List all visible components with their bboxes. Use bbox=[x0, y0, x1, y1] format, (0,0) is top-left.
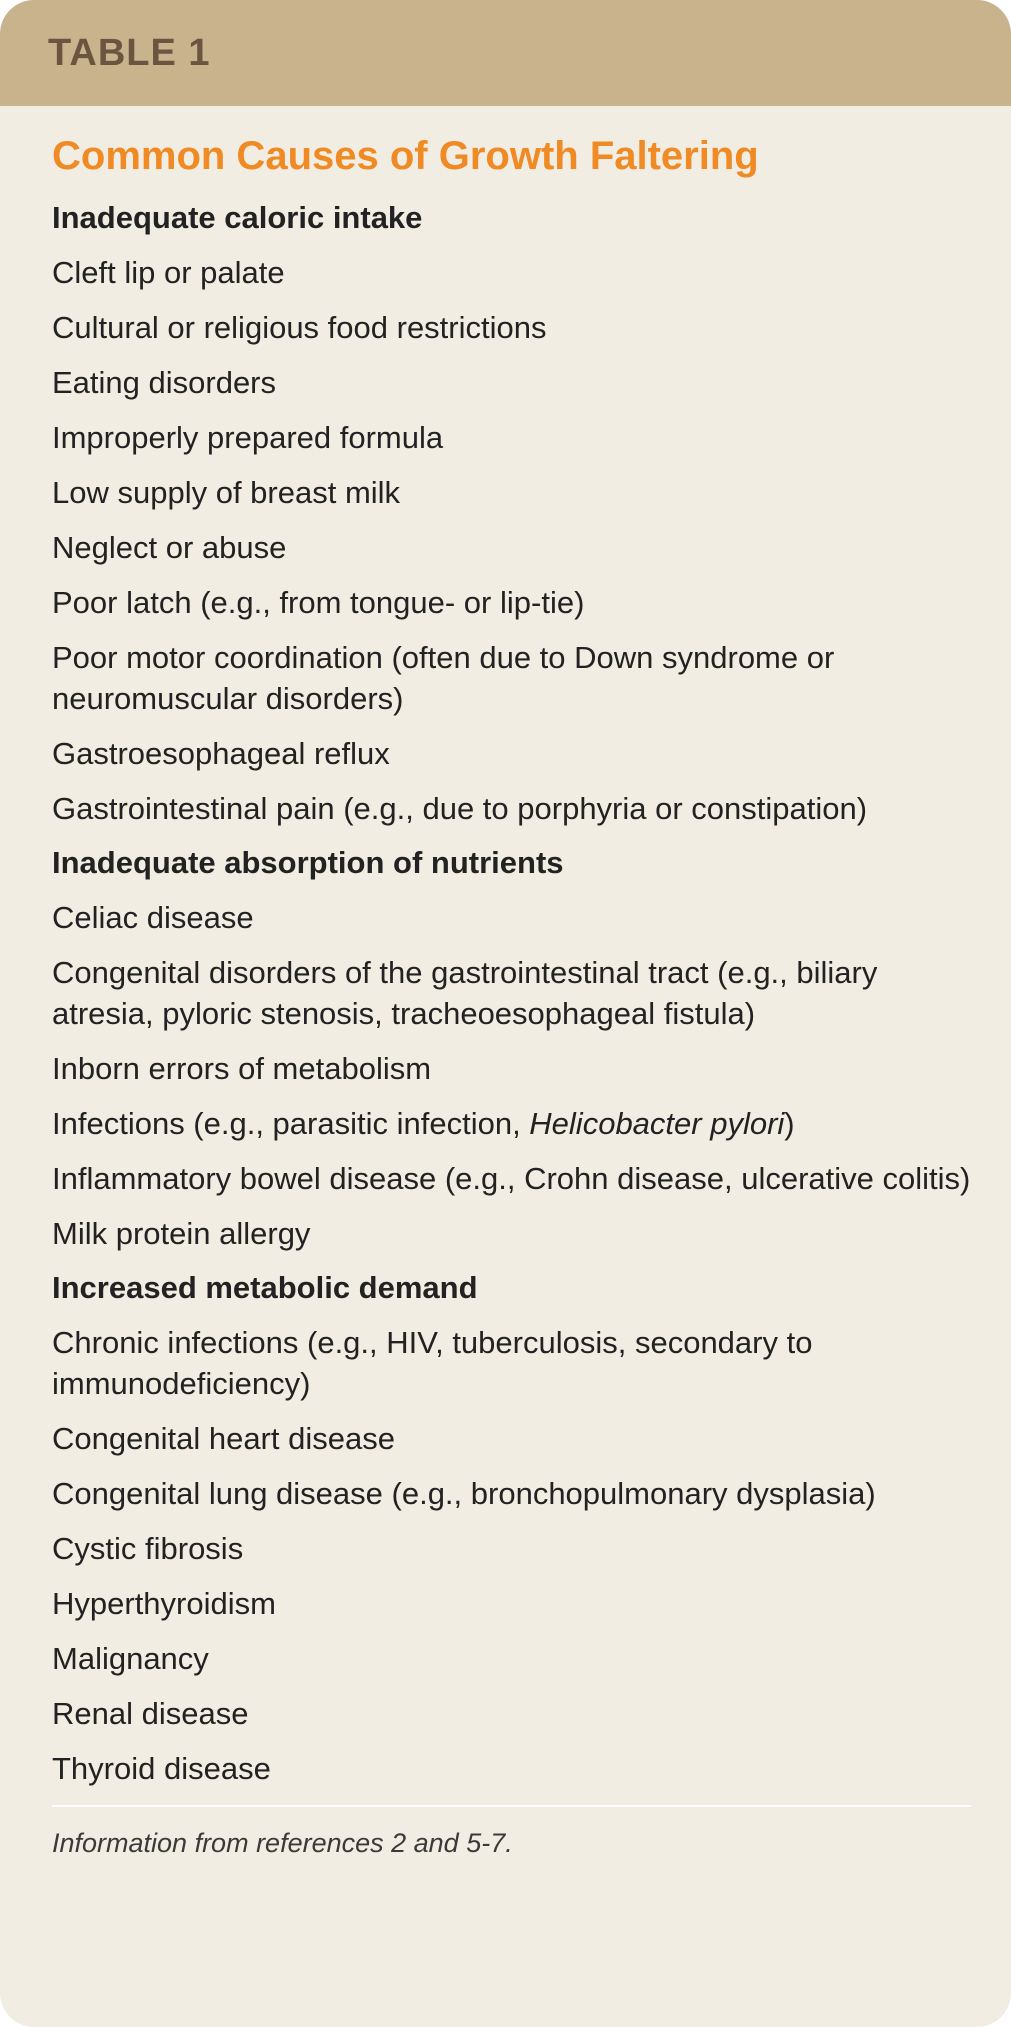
section-heading: Inadequate caloric intake bbox=[52, 200, 423, 235]
list-item: Inflammatory bowel disease (e.g., Crohn disease, ulcerative colitis) bbox=[52, 1161, 971, 1196]
section-heading: Increased metabolic demand bbox=[52, 1270, 478, 1305]
list-item: Poor motor coordination (often due to Down syndrome or neuromuscular disorders) bbox=[52, 640, 835, 716]
list-item: Inborn errors of metabolism bbox=[52, 1051, 432, 1086]
section-heading: Inadequate absorption of nutrients bbox=[52, 845, 564, 880]
list-item-text: ) bbox=[784, 1106, 795, 1141]
list-item: Renal disease bbox=[52, 1696, 249, 1731]
list-item: Improperly prepared formula bbox=[52, 420, 444, 455]
section-list bbox=[52, 198, 971, 1789]
list-item: Cultural or religious food restrictions bbox=[52, 310, 547, 345]
list-item: Congenital disorders of the gastrointestinal tract (e.g., biliary atresia, pyloric stenosis, tracheoesophageal fistula) bbox=[52, 955, 878, 1031]
table-title: Common Causes of Growth Faltering bbox=[52, 134, 759, 178]
list-item: Neglect or abuse bbox=[52, 530, 287, 565]
list-item-italic-text: Helicobacter pylori bbox=[529, 1106, 785, 1141]
list-item: Gastrointestinal pain (e.g., due to porphyria or constipation) bbox=[52, 791, 868, 826]
list-item: Cystic fibrosis bbox=[52, 1531, 244, 1566]
list-item: Poor latch (e.g., from tongue- or lip-tie) bbox=[52, 585, 585, 620]
table-body bbox=[0, 106, 1011, 1861]
table-header bbox=[0, 0, 1011, 106]
list-item: Hyperthyroidism bbox=[52, 1586, 276, 1621]
list-item: Chronic infections (e.g., HIV, tuberculosis, secondary to immunodeficiency) bbox=[52, 1325, 813, 1401]
list-item: Thyroid disease bbox=[52, 1751, 271, 1786]
list-item: Congenital lung disease (e.g., bronchopulmonary dysplasia) bbox=[52, 1476, 876, 1511]
list-item: Malignancy bbox=[52, 1641, 209, 1676]
list-item: Eating disorders bbox=[52, 365, 277, 400]
list-item: Congenital heart disease bbox=[52, 1421, 395, 1456]
table-number-label: TABLE 1 bbox=[48, 31, 211, 74]
list-item: Gastroesophageal reflux bbox=[52, 736, 390, 771]
list-item bbox=[52, 1103, 971, 1144]
list-item: Low supply of breast milk bbox=[52, 475, 401, 510]
list-item: Cleft lip or palate bbox=[52, 255, 285, 290]
list-item: Celiac disease bbox=[52, 900, 254, 935]
list-item-text: Infections (e.g., parasitic infection, bbox=[52, 1106, 530, 1141]
footnote-divider bbox=[52, 1805, 971, 1807]
footnote: Information from references 2 and 5-7. bbox=[52, 1828, 513, 1858]
list-item: Milk protein allergy bbox=[52, 1216, 311, 1251]
